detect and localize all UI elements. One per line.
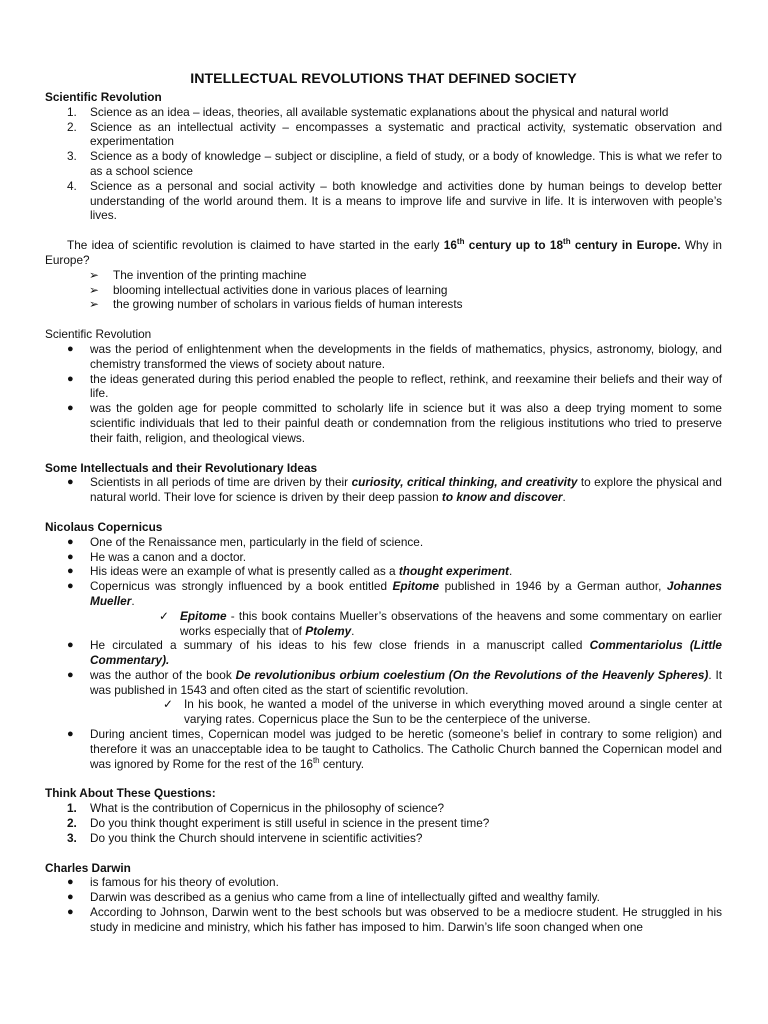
item-number: 2. [67, 816, 77, 831]
bullet-icon: ● [67, 668, 74, 681]
bullet-icon: ● [67, 342, 74, 355]
section-heading-copernicus: Nicolaus Copernicus [45, 519, 163, 534]
list-item: ✓ In his book, he wanted a model of the universe in which everything moved around a single center at varying rates. Copernicus place the Sun to be the centerpiece of the universe. [163, 697, 722, 727]
item-number: 1. [67, 104, 77, 119]
item-number: 3. [67, 149, 77, 164]
list-item: ● was the period of enlightenment when the developments in the fields of mathematics, physics, astronomy, biology, and chemistry transformed the views of society about nature. [67, 341, 722, 371]
list-item [45, 105, 722, 120]
list-item: ● Darwin was described as a genius who came from a line of intellectually gifted and wealthy family. [67, 890, 600, 905]
section-heading-intellectuals: Some Intellectuals and their Revolutionary Ideas [45, 460, 318, 475]
list-item: ● During ancient times, Copernican model was judged to be heretic (someone’s belief in contrary to some religion) and therefore it was an unacceptable idea to be taught to Catholics. The Catholic Church banned the Copernican model and was ignored by Rome for the rest of the 16th century. [67, 727, 722, 771]
item-number: 1. [67, 801, 77, 816]
list-item: ● was the golden age for people committed to scholarly life in science but it was also a deep trying moment to some scientific individuals that led to their painful death or condemnation from the religious institutions who tried to preserve their faith, religion, and theological views. [67, 401, 722, 445]
section-heading-questions: Think About These Questions: [45, 786, 216, 801]
item-number: 2. [67, 119, 77, 134]
item-text: Science as an intellectual activity – encompasses a systematic and practical activity, systematic observation and experimentation [90, 119, 722, 149]
questions-list [45, 801, 722, 845]
list-item: 2. Do you think thought experiment is still useful in science in the present time? [67, 816, 490, 831]
list-item: 1. What is the contribution of Copernicus in the philosophy of science? [67, 801, 445, 816]
list-item: ● His ideas were an example of what is presently called as a thought experiment. [67, 564, 513, 579]
list-item: ● Scientists in all periods of time are driven by their curiosity, critical thinking, and creativity to explore the physical and natural world. Their love for science is driven by their deep passion to know and discover. [67, 475, 722, 505]
section-heading-scientific-revolution-2: Scientific Revolution [45, 327, 152, 342]
bullet-icon: ● [67, 906, 74, 919]
list-item: ● was the author of the book De revolutionibus orbium coelestium (On the Revolutions of the Heavenly Spheres). It was published in 1543 and often cited as the start of scientific revolution. [67, 667, 722, 697]
bullet-icon: ● [67, 580, 74, 593]
list-item [45, 120, 722, 150]
list-item: ➢ blooming intellectual activities done in various places of learning [89, 282, 448, 297]
check-bullet-icon: ✓ [163, 697, 173, 712]
intro-paragraph: The idea of scientific revolution is claimed to have started in the early 16th century up to 18th century in Europe. Why in Europe? [45, 237, 722, 267]
list-item: ● He was a canon and a doctor. [67, 549, 247, 564]
bullet-icon: ● [67, 639, 74, 652]
bullet-icon: ● [67, 550, 74, 563]
list-item: ● the ideas generated during this period enabled the people to reflect, rethink, and reexamine their beliefs and their way of life. [67, 371, 722, 401]
section-heading-scientific-revolution: Scientific Revolution [45, 90, 162, 104]
list-item: ➢ The invention of the printing machine [89, 267, 307, 282]
bullet-icon: ● [67, 565, 74, 578]
list-item: ● According to Johnson, Darwin went to the best schools but was observed to be a mediocre student. He struggled in his study in medicine and ministry, which his father has imposed to him. Darwin’s life soon changed when one [67, 905, 722, 934]
list-item: ● Copernicus was strongly influenced by a book entitled Epitome published in 1946 by a German author, Johannes Mueller. [67, 579, 722, 608]
list-item [45, 149, 722, 179]
arrow-bullet-icon: ➢ [89, 282, 99, 297]
list-item: ✓ Epitome - this book contains Mueller’s observations of the heavens and some commentary on earlier works especially that of Ptolemy. [159, 608, 722, 638]
why-europe-list [45, 268, 722, 312]
bullet-icon: ● [67, 476, 74, 489]
check-bullet-icon: ✓ [159, 608, 169, 623]
item-number: 4. [67, 178, 77, 193]
item-text: Science as an idea – ideas, theories, all available systematic explanations about the physical and natural world [90, 104, 669, 119]
list-item: 3. Do you think the Church should intervene in scientific activities? [67, 830, 423, 845]
section-heading-darwin: Charles Darwin [45, 860, 131, 875]
arrow-bullet-icon: ➢ [89, 297, 99, 312]
copernicus-list [45, 535, 722, 772]
item-text: Science as a body of knowledge – subject or discipline, a field of study, or a body of knowledge. This is what we refer to as a school science [90, 149, 722, 178]
bullet-icon: ● [67, 372, 74, 385]
item-text: Science as a personal and social activity – both knowledge and activities done by human beings to develop better understanding of the world around them. It is a means to improve life and survive in life. It is interwoven with people’s lives. [90, 178, 722, 223]
scientific-revolution-list [45, 342, 722, 446]
arrow-bullet-icon: ➢ [89, 267, 99, 282]
list-item: ● is famous for his theory of evolution. [67, 875, 279, 890]
intellectuals-list [45, 475, 722, 505]
science-definitions-list [45, 105, 722, 223]
bullet-icon: ● [67, 728, 74, 741]
item-number: 3. [67, 830, 77, 845]
list-item: ● One of the Renaissance men, particularly in the field of science. [67, 534, 424, 549]
page-title: INTELLECTUAL REVOLUTIONS THAT DEFINED SOCIETY [190, 71, 577, 87]
darwin-list [45, 875, 722, 934]
bullet-icon: ● [67, 402, 74, 415]
bullet-icon: ● [67, 876, 74, 889]
bullet-icon: ● [67, 891, 74, 904]
bullet-icon: ● [67, 535, 74, 548]
list-item [45, 179, 722, 223]
list-item: ● He circulated a summary of his ideas to his few close friends in a manuscript called Commentariolus (Little Commentary). [67, 638, 722, 668]
list-item: ➢ the growing number of scholars in various fields of human interests [89, 297, 463, 312]
